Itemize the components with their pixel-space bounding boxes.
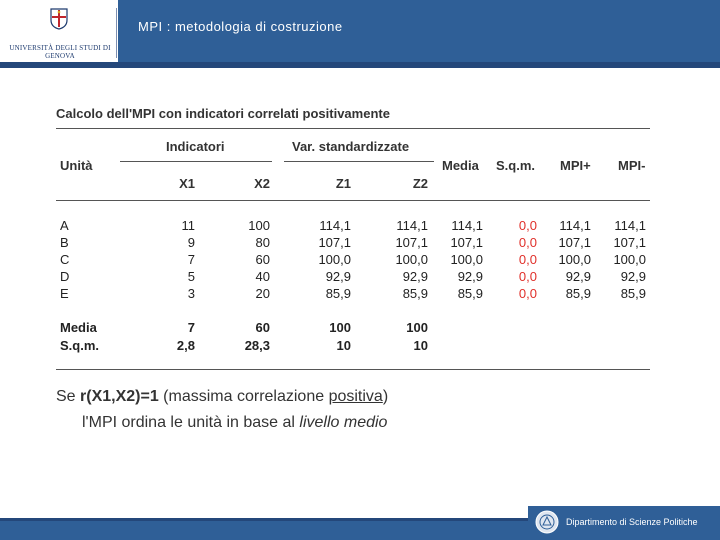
summary-x1: 2,8 (176, 338, 195, 353)
cell-unit: A (60, 218, 69, 233)
col-header-z1: Z1 (335, 176, 351, 191)
note-line-2 (82, 414, 387, 432)
summary-z2: 10 (413, 338, 428, 353)
cell-z1: 100,0 (318, 252, 351, 267)
cell-x2: 80 (255, 235, 270, 250)
header-underline (0, 62, 720, 68)
summary-z1: 100 (329, 320, 351, 335)
note-italic: livello medio (299, 414, 388, 431)
group-header-indicatori: Indicatori (166, 139, 225, 154)
university-logo (8, 6, 111, 60)
cell-mpi-minus: 85,9 (620, 286, 646, 301)
col-header-sqm: S.q.m. (496, 158, 536, 173)
cell-media: 85,9 (457, 286, 483, 301)
indicatori-rule (120, 161, 272, 162)
cell-z1: 85,9 (325, 286, 351, 301)
cell-mpi-plus: 100,0 (558, 252, 591, 267)
cell-unit: D (60, 269, 70, 284)
cell-z1: 114,1 (319, 218, 351, 233)
bottom-rule (56, 369, 650, 370)
cell-mpi-plus: 85,9 (565, 286, 591, 301)
cell-z1: 107,1 (318, 235, 351, 250)
cell-z2: 107,1 (395, 235, 428, 250)
cell-mpi-minus: 107,1 (613, 235, 646, 250)
table-title: Calcolo dell'MPI con indicatori correlati positivamente (56, 106, 390, 121)
summary-label: Media (60, 320, 97, 335)
cell-x2: 20 (255, 286, 270, 301)
note-text: l'MPI ordina le unità in base al (82, 414, 300, 431)
header-rule (56, 200, 650, 201)
cell-sqm: 0,0 (518, 218, 537, 233)
note-formula: r(X1,X2)=1 (80, 388, 159, 405)
note-line-1 (56, 388, 388, 406)
slide-header (0, 0, 720, 68)
cell-media: 114,1 (451, 218, 483, 233)
department-name: Dipartimento di Scienze Politiche (566, 517, 698, 527)
col-header-unita: Unità (60, 158, 93, 173)
crest-icon (50, 8, 68, 30)
cell-sqm: 0,0 (518, 286, 537, 301)
summary-label: S.q.m. (60, 338, 100, 353)
cell-x2: 60 (255, 252, 270, 267)
cell-mpi-minus: 100,0 (613, 252, 646, 267)
cell-z1: 92,9 (325, 269, 351, 284)
cell-mpi-plus: 114,1 (559, 218, 591, 233)
group-header-standardizzate: Var. standardizzate (292, 139, 410, 154)
cell-z2: 85,9 (402, 286, 428, 301)
summary-x2: 60 (255, 320, 270, 335)
cell-sqm: 0,0 (518, 252, 537, 267)
cell-mpi-minus: 92,9 (620, 269, 646, 284)
cell-mpi-plus: 107,1 (558, 235, 591, 250)
col-header-mpi-minus: MPI- (618, 158, 646, 173)
note-text: Se (56, 388, 81, 405)
standardizzate-rule (284, 161, 434, 162)
cell-x1: 11 (181, 218, 195, 233)
top-rule (56, 128, 650, 129)
col-header-z2: Z2 (412, 176, 428, 191)
cell-media: 92,9 (457, 269, 483, 284)
cell-x1: 9 (187, 235, 195, 250)
cell-z2: 92,9 (402, 269, 428, 284)
cell-unit: C (60, 252, 70, 267)
cell-media: 107,1 (450, 235, 483, 250)
summary-x2: 28,3 (244, 338, 270, 353)
department-seal-icon (535, 510, 559, 534)
cell-mpi-plus: 92,9 (565, 269, 591, 284)
cell-unit: E (60, 286, 69, 301)
cell-z2: 100,0 (395, 252, 428, 267)
col-header-mpi-plus: MPI+ (560, 158, 591, 173)
cell-x2: 40 (255, 269, 270, 284)
cell-sqm: 0,0 (518, 269, 537, 284)
note-text: (massima correlazione (158, 388, 329, 405)
slide-title: MPI : metodologia di costruzione (138, 19, 343, 34)
cell-z2: 114,1 (396, 218, 428, 233)
cell-x1: 7 (187, 252, 195, 267)
header-separator (116, 8, 117, 58)
col-header-media: Media (442, 158, 479, 173)
cell-x2: 100 (248, 218, 270, 233)
cell-unit: B (60, 235, 69, 250)
cell-sqm: 0,0 (518, 235, 537, 250)
cell-x1: 3 (187, 286, 195, 301)
note-underlined: positiva (328, 388, 383, 405)
cell-mpi-minus: 114,1 (614, 218, 646, 233)
summary-z1: 10 (336, 338, 351, 353)
note-text: ) (382, 388, 389, 405)
cell-media: 100,0 (450, 252, 483, 267)
cell-x1: 5 (187, 269, 195, 284)
summary-x1: 7 (187, 320, 195, 335)
col-header-x1: X1 (179, 176, 195, 191)
summary-z2: 100 (406, 320, 428, 335)
col-header-x2: X2 (254, 176, 270, 191)
university-name: UNIVERSITÀ DEGLI STUDI DI GENOVA (9, 44, 111, 60)
